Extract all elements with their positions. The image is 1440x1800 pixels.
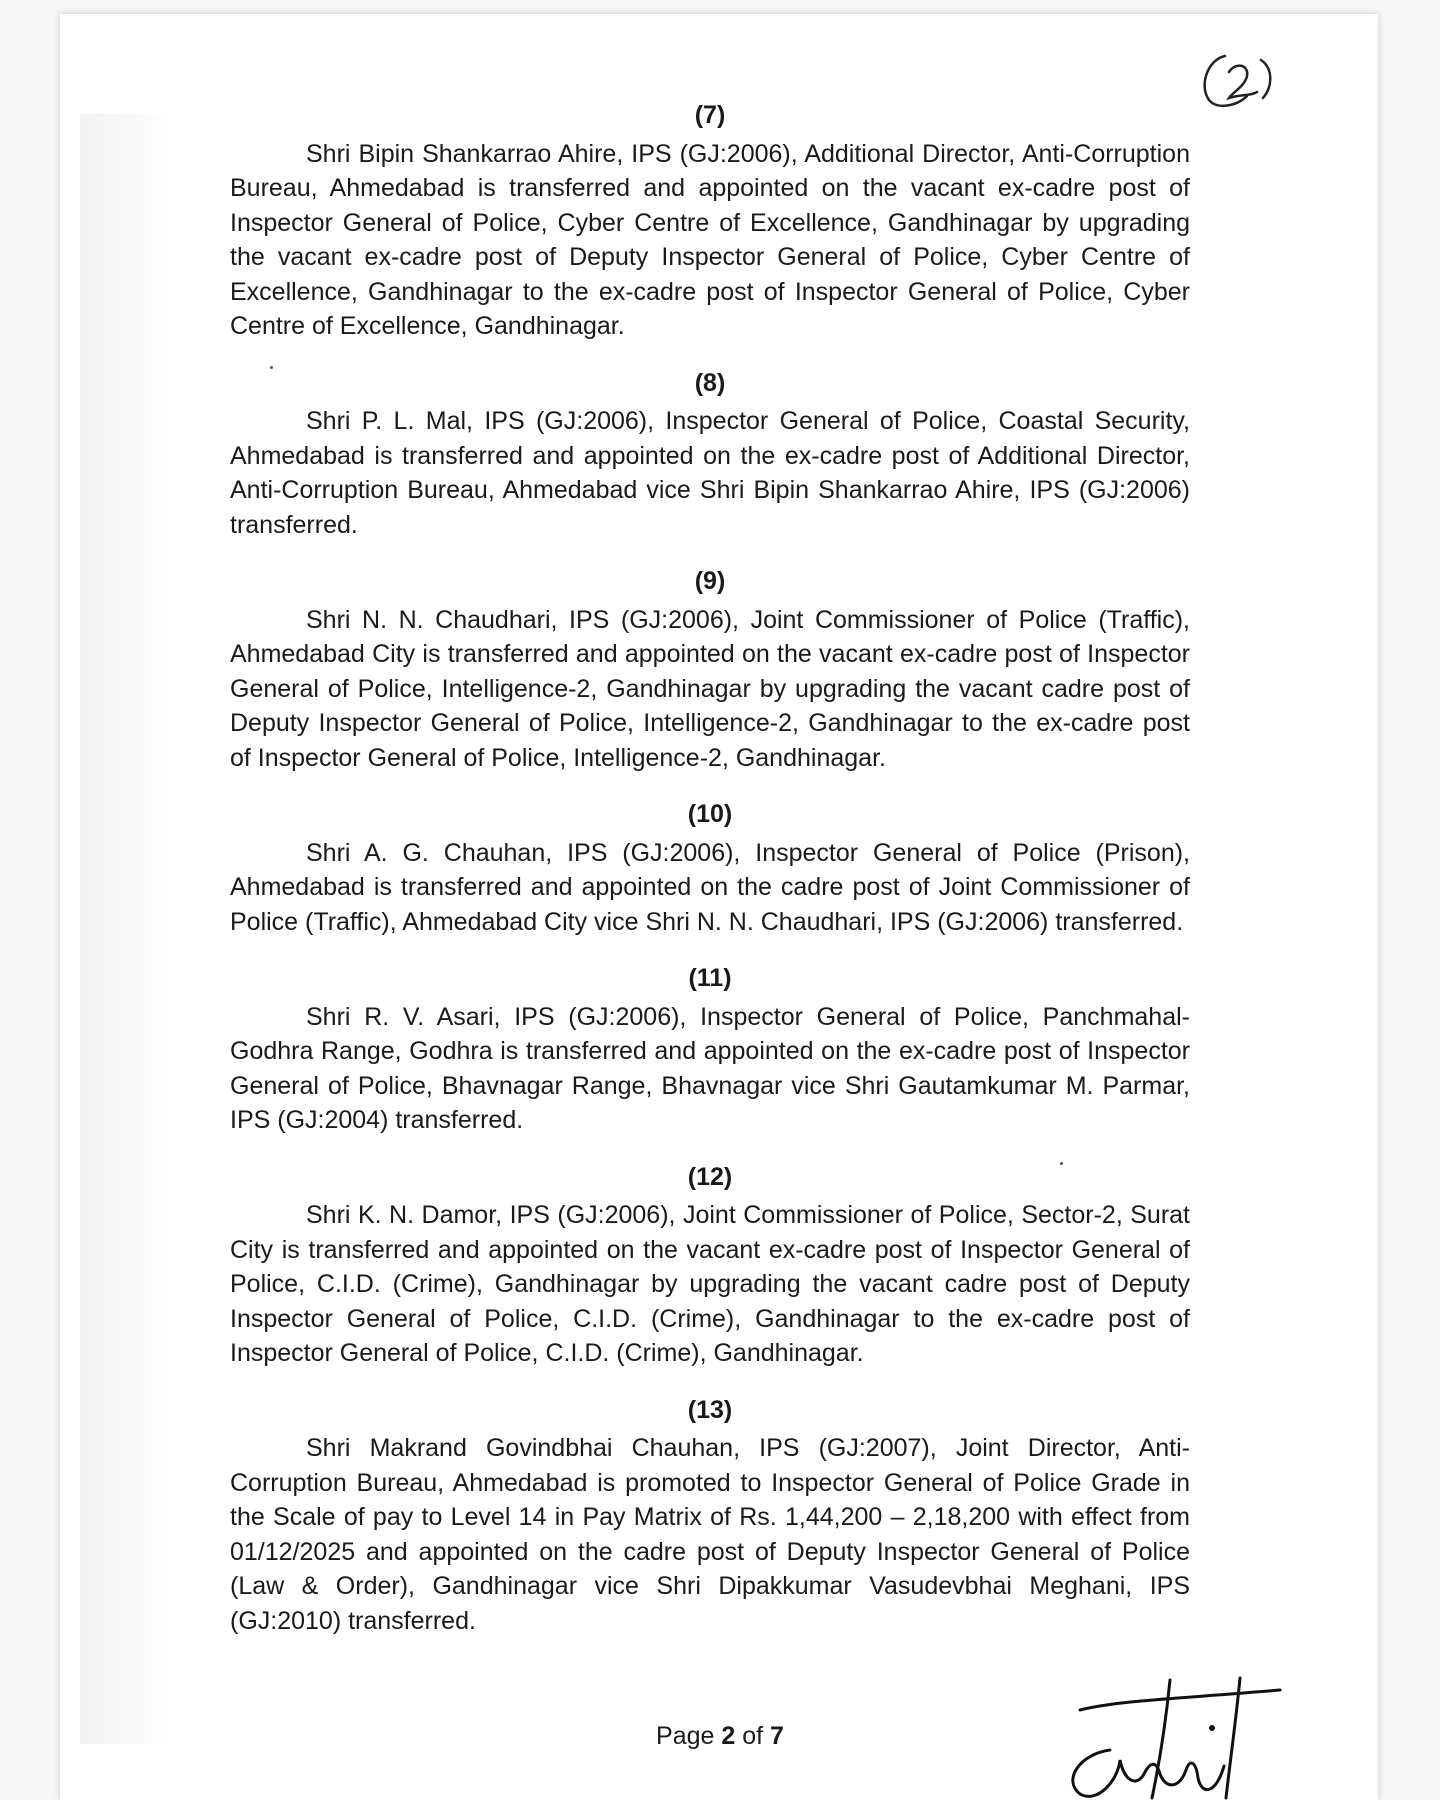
handwritten-signature xyxy=(1040,1670,1300,1800)
section-12 xyxy=(230,1160,1190,1371)
section-8 xyxy=(230,366,1190,543)
section-number: (10) xyxy=(687,800,733,828)
section-11 xyxy=(230,961,1190,1138)
handwritten-page-number xyxy=(1195,46,1285,116)
section-number: (7) xyxy=(694,101,726,129)
section-number: (9) xyxy=(694,567,726,595)
section-number: (12) xyxy=(687,1162,733,1191)
section-13 xyxy=(230,1393,1190,1639)
total-page-count: 7 xyxy=(770,1722,784,1750)
section-paragraph: Shri N. N. Chaudhari, IPS (GJ:2006), Joint Commissioner of Police (Traffic), Ahmedabad City is transferred and appointed on the vacant ex-cadre post of Inspector General of Police, Intelligence-2, Gandhinagar by upgrading the vacant cadre post of Deputy Inspector General of Police, Intelligence-2, Gandhinagar to the ex-cadre post of Inspector General of Police, Intelligence-2, Gandhinagar. xyxy=(230,605,1190,772)
section-paragraph: Shri R. V. Asari, IPS (GJ:2006), Inspector General of Police, Panchmahal-Godhra Range, Godhra is transferred and appointed on the ex-cadre post of Inspector General of Police, Bhavnagar Range, Bhavnagar vice Shri Gautamkumar M. Parmar, IPS (GJ:2004) transferred. xyxy=(230,1002,1190,1134)
document-body xyxy=(230,98,1190,1660)
section-7 xyxy=(230,98,1190,344)
section-paragraph: Shri Makrand Govindbhai Chauhan, IPS (GJ:2007), Joint Director, Anti-Corruption Bureau, Ahmedabad is promoted to Inspector General of Police Grade in the Scale of pay to Level 14 in Pay Matrix of Rs. 1,44,200 – 2,18,200 with effect from 01/12/2025 and appointed on the cadre post of Deputy Inspector General of Police (Law & Order), Gandhinagar vice Shri Dipakkumar Vasudevbhai Meghani, IPS (GJ:2010) transferred. xyxy=(230,1434,1190,1635)
scan-shadow xyxy=(80,114,170,1744)
section-9 xyxy=(230,564,1190,775)
section-number: (8) xyxy=(694,368,726,397)
section-paragraph: Shri P. L. Mal, IPS (GJ:2006), Inspector General of Police, Coastal Security, Ahmedabad is transferred and appointed on the ex-cadre post of Additional Director, Anti-Corruption Bureau, Ahmedabad vice Shri Bipin Shankarrao Ahire, IPS (GJ:2006) transferred. xyxy=(230,407,1190,539)
page-of-label: of xyxy=(735,1722,771,1750)
page-label: Page xyxy=(656,1722,722,1750)
section-paragraph: Shri Bipin Shankarrao Ahire, IPS (GJ:2006), Additional Director, Anti-Corruption Bureau, Ahmedabad is transferred and appointed on the vacant ex-cadre post of Inspector General of Police, Cyber Centre of Excellence, Gandhinagar by upgrading the vacant ex-cadre post of Deputy Inspector General of Police, Cyber Centre of Excellence, Gandhinagar to the ex-cadre post of Inspector General of Police, Cyber Centre of Excellence, Gandhinagar. xyxy=(230,139,1190,340)
section-paragraph: Shri A. G. Chauhan, IPS (GJ:2006), Inspector General of Police (Prison), Ahmedabad is transferred and appointed on the cadre post of Joint Commissioner of Police (Traffic), Ahmedabad City vice Shri N. N. Chaudhari, IPS (GJ:2006) transferred. xyxy=(230,838,1190,936)
section-paragraph: Shri K. N. Damor, IPS (GJ:2006), Joint Commissioner of Police, Sector-2, Surat City is transferred and appointed on the vacant ex-cadre post of Inspector General of Police, C.I.D. (Crime), Gandhinagar by upgrading the vacant cadre post of Deputy Inspector General of Police, C.I.D. (Crime), Gandhinagar to the ex-cadre post of Inspector General of Police, C.I.D. (Crime), Gandhinagar. xyxy=(230,1201,1190,1367)
current-page-number: 2 xyxy=(721,1722,736,1750)
section-10 xyxy=(230,797,1190,939)
section-number: (13) xyxy=(687,1395,733,1424)
section-number: (11) xyxy=(688,964,732,992)
